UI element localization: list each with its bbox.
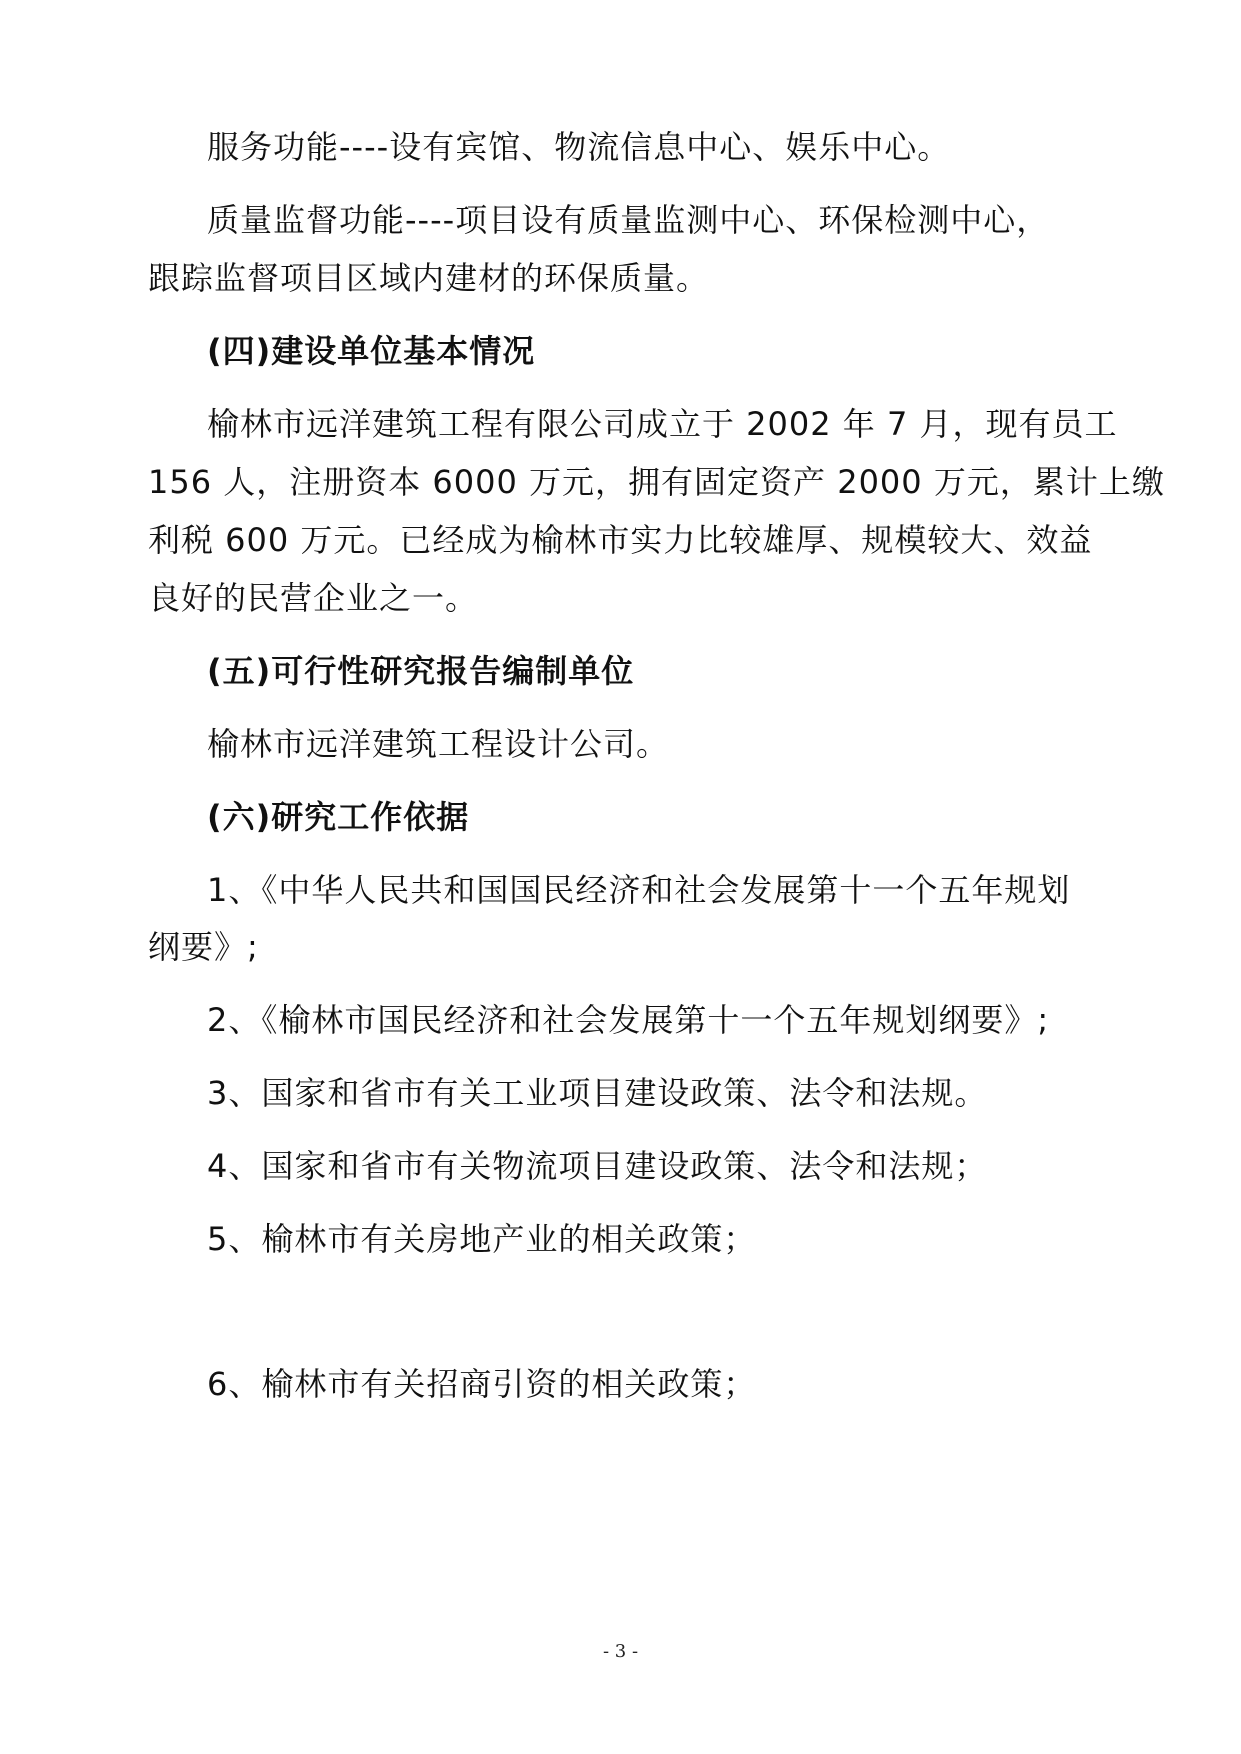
list-item-continuation: 纲要》; bbox=[148, 928, 259, 966]
section-heading: (六)研究工作依据 bbox=[207, 798, 470, 836]
section-heading: (四)建设单位基本情况 bbox=[207, 332, 536, 370]
list-item: 4、国家和省市有关物流项目建设政策、法令和法规； bbox=[207, 1147, 988, 1185]
text-line: 156 人，注册资本 6000 万元，拥有固定资产 2000 万元，累计上缴 bbox=[148, 463, 1165, 501]
text-line: 榆林市远洋建筑工程设计公司。 bbox=[207, 725, 670, 763]
text-line: 良好的民营企业之一。 bbox=[148, 579, 479, 617]
list-item: 6、榆林市有关招商引资的相关政策； bbox=[207, 1365, 757, 1403]
text-line: 服务功能----设有宾馆、物流信息中心、娱乐中心。 bbox=[207, 128, 951, 166]
list-item: 5、榆林市有关房地产业的相关政策； bbox=[207, 1220, 757, 1258]
page-number: - 3 - bbox=[602, 1641, 639, 1662]
section-heading: (五)可行性研究报告编制单位 bbox=[207, 652, 635, 690]
list-item: 2、《榆林市国民经济和社会发展第十一个五年规划纲要》; bbox=[207, 1001, 1050, 1039]
list-item: 3、国家和省市有关工业项目建设政策、法令和法规。 bbox=[207, 1074, 988, 1112]
text-line: 跟踪监督项目区域内建材的环保质量。 bbox=[148, 259, 710, 297]
text-line: 榆林市远洋建筑工程有限公司成立于 2002 年 7 月，现有员工 bbox=[207, 405, 1118, 443]
text-line: 质量监督功能----项目设有质量监测中心、环保检测中心， bbox=[207, 201, 1050, 239]
text-line: 利税 600 万元。已经成为榆林市实力比较雄厚、规模较大、效益 bbox=[148, 521, 1093, 559]
list-item: 1、《中华人民共和国国民经济和社会发展第十一个五年规划 bbox=[207, 871, 1071, 909]
